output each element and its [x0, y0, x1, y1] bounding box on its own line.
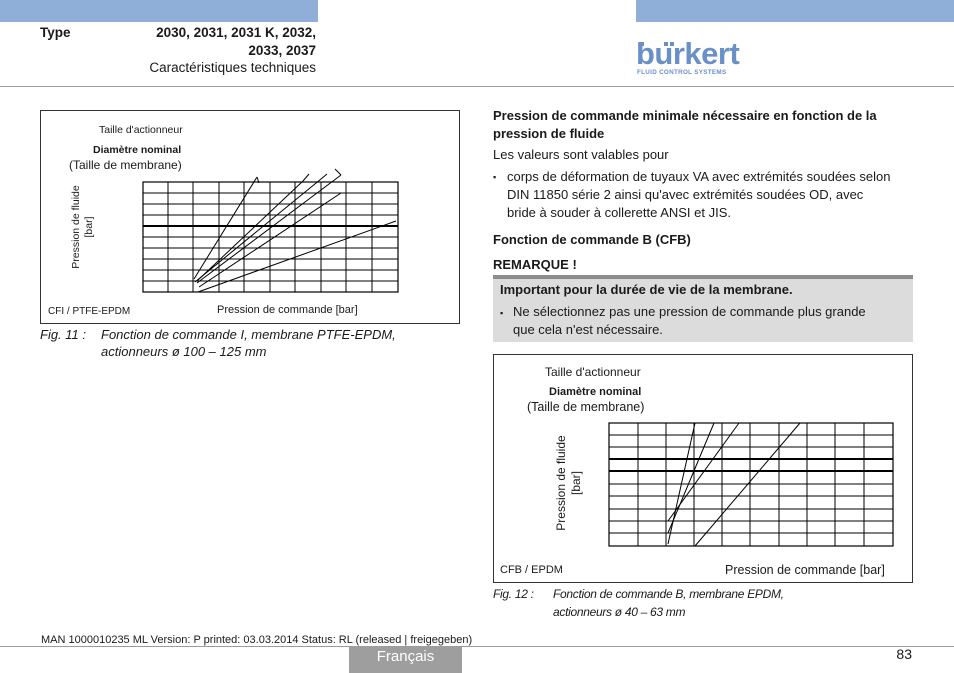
function-heading: Fonction de commande B (CFB): [493, 232, 691, 247]
logo-tagline: FLUID CONTROL SYSTEMS: [637, 69, 727, 76]
fig12-membrane-label: (Taille de membrane): [527, 400, 645, 414]
fig12-y-axis-label: Pression de fluide [bar]: [554, 435, 583, 531]
header-subtitle: Caractéristiques techniques: [149, 60, 316, 75]
fig12-x-axis-label: Pression de commande [bar]: [725, 563, 885, 577]
fig11-nominal-label: Diamètre nominal: [93, 144, 182, 156]
fig12-nominal-label: Diamètre nominal: [549, 386, 642, 398]
fig11-caption-line1: Fonction de commande I, membrane PTFE-EPDM,: [101, 327, 396, 342]
header-bar-right: [636, 0, 954, 22]
fig11-corner-label: CFI / PTFE-EPDM: [48, 306, 131, 317]
models-line-2: 2033, 2037: [248, 43, 316, 58]
header-rule: [0, 86, 954, 87]
page-number: 83: [896, 646, 912, 662]
intro-text: Les valeurs sont valables pour: [493, 147, 669, 162]
note-title: Important pour la durée de vie de la membrane.: [500, 282, 793, 297]
logo-word: burkert: [636, 36, 740, 71]
bullet-list-item: ▪ corps de déformation de tuyaux VA avec extrémités soudées selon DIN 11850 série 2 ainsi qu'avec extrémités soudées OD, avec bride à souder à collerette ANSI et JIS.: [493, 169, 891, 220]
type-models: [86, 24, 316, 60]
document-code: MAN 1000010235 ML Version: P printed: 03.03.2014 Status: RL (released | freigegeben): [41, 634, 473, 646]
note-box: [493, 279, 913, 342]
fig12-corner-label: CFB / EPDM: [500, 564, 563, 576]
fig11-caption-num: Fig. 11 :: [40, 327, 87, 342]
note-label: REMARQUE !: [493, 257, 577, 272]
fig11-x-axis-label: Pression de commande [bar]: [217, 304, 358, 316]
note-text: Ne sélectionnez pas une pression de commande plus grande que cela n'est nécessaire.: [513, 304, 866, 337]
fig11-y-axis-label: Pression de fluide [bar]: [70, 185, 95, 269]
note-bullet-mark: ▪: [500, 308, 504, 318]
header-bar-left: [0, 0, 318, 22]
burkert-logo: [636, 36, 740, 78]
section-heading: Pression de commande minimale nécessaire en fonction de la pression de fluide: [493, 108, 877, 141]
footer-rule: [0, 646, 954, 647]
figure-11: [40, 110, 460, 324]
fig12-caption-line2: actionneurs ø 40 – 63 mm: [553, 605, 686, 619]
models-line-1: 2030, 2031, 2031 K, 2032,: [156, 25, 316, 40]
fig12-caption-line1: Fonction de commande B, membrane EPDM,: [553, 587, 784, 601]
bullet-mark: ▪: [493, 172, 497, 182]
language-tab: Français: [349, 646, 462, 673]
fig12-actuator-label: Taille d'actionneur: [545, 365, 641, 379]
fig12-caption-num: Fig. 12 :: [493, 587, 534, 601]
fig11-membrane-label: (Taille de membrane): [69, 158, 182, 172]
fig11-actuator-label: Taille d'actionneur: [99, 124, 183, 136]
fig11-caption-line2: actionneurs ø 100 – 125 mm: [101, 344, 267, 359]
type-label: Type: [40, 25, 71, 40]
figure-12: [493, 354, 913, 583]
